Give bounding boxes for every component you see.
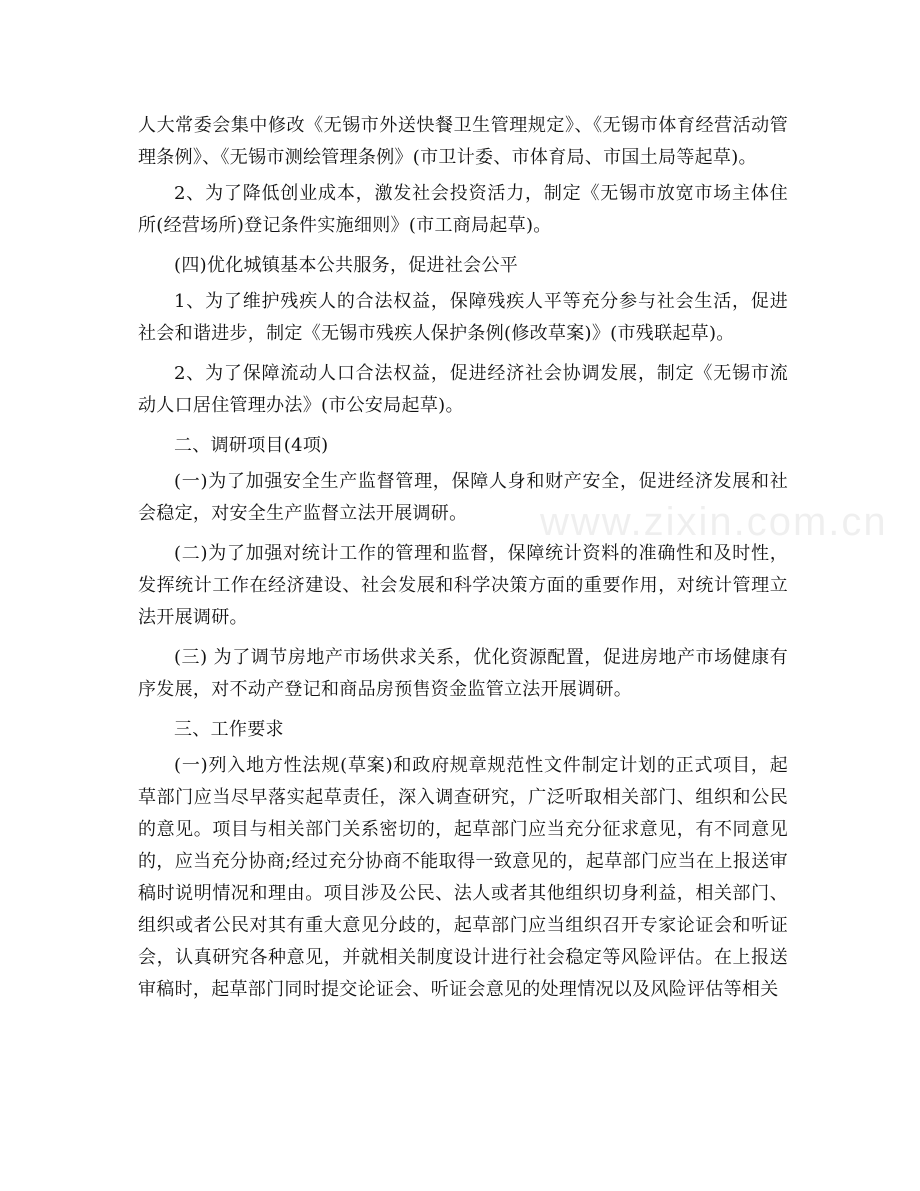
section-heading-public-services: (四)优化城镇基本公共服务，促进社会公平	[174, 255, 519, 276]
watermark-logo: www.zixin.com.cn	[540, 500, 888, 544]
paragraph-research-real-estate: (三) 为了调节房地产市场供求关系，优化资源配置，促进房地产市场健康有序发展，对不动产登记和商品房预售资金监管立法开展调研。	[138, 647, 788, 700]
paragraph-research-statistics: (二)为了加强对统计工作的管理和监督，保障统计资料的准确性和及时性，发挥统计工作在经济建设、社会发展和科学决策方面的重要作用，对统计管理立法开展调研。	[138, 543, 788, 628]
paragraph-item-1-disabled-rights: 1、为了维护残疾人的合法权益，保障残疾人平等充分参与社会生活，促进社会和谐进步，制定《无锡市残疾人保护条例(修改草案)》(市残联起草)。	[138, 291, 788, 344]
paragraph-continuation: 人大常委会集中修改《无锡市外送快餐卫生管理规定》、《无锡市体育经营活动管理条例》、《无锡市测绘管理条例》(市卫计委、市体育局、市国土局等起草)。	[138, 115, 788, 168]
paragraph-research-safety: (一)为了加强安全生产监督管理，保障人身和财产安全，促进经济发展和社会稳定，对安全生产监督立法开展调研。	[138, 471, 788, 524]
paragraph-requirement-1: (一)列入地方性法规(草案)和政府规章规范性文件制定计划的正式项目，起草部门应当尽早落实起草责任，深入调查研究，广泛听取相关部门、组织和公民的意见。项目与相关部门关系密切的，起草部门应当充分征求意见，有不同意见的，应当充分协商;经过充分协商不能取得一致意见的，起草部门应当在上报送审稿时说明情况和理由。项目涉及公民、法人或者其他组织切身利益，相关部门、组织或者公民对其有重大意见分歧的，起草部门应当组织召开专家论证会和听证会，认真研究各种意见，并就相关制度设计进行社会稳定等风险评估。在上报送审稿时，起草部门同时提交论证会、听证会意见的处理情况以及风险评估等相关	[138, 755, 788, 1000]
document-body	[138, 110, 788, 1006]
section-heading-work-requirements: 三、工作要求	[174, 719, 284, 740]
paragraph-item-2-floating-population: 2、为了保障流动人口合法权益，促进经济社会协调发展，制定《无锡市流动人口居住管理办法》(市公安局起草)。	[138, 363, 788, 416]
section-heading-research-projects: 二、调研项目(4项)	[174, 435, 329, 456]
paragraph-item-2-startup-cost: 2、为了降低创业成本，激发社会投资活力，制定《无锡市放宽市场主体住所(经营场所)登记条件实施细则》(市工商局起草)。	[138, 183, 788, 236]
